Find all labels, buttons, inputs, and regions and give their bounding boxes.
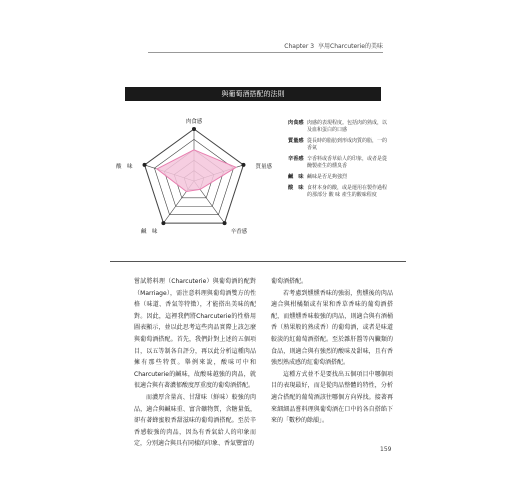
legend-desc: 肉感的表現程度。包括肉的熟成，以及血和蛋白的口感 — [307, 120, 388, 133]
section-title: 與葡萄酒搭配的法則 — [125, 87, 381, 101]
legend-item — [288, 120, 388, 134]
body-column-left — [134, 276, 256, 450]
body-paragraph: 嘗試將料理（Charcuterie）與葡萄酒的配對（Marriage），需注意料理與葡萄酒雙方的性格（味道、香氣等特徵），才能搭出美味的配對。因此，這裡我們將Charcuterie的性格用圖表顯示，並以此思考這些肉品實際上該怎麼與葡萄酒搭配。首先，我們針對上述的五個項目，以五等制各自評分，再以此分析這種肉品擁有那些特質。舉例來說，酸味可中和Charcuterie的鹹味，故酸味越強的肉品，就很適合與有著濃郁酸度厚重度的葡萄酒搭配。 — [134, 278, 256, 390]
legend-desc: 辛香料或香草給人的印象，或者是從醃製產生的燻臭香 — [307, 156, 388, 169]
radar-axis-label: 肉食感 — [185, 119, 203, 125]
legend-term: 肉食感 — [288, 120, 304, 126]
legend-item — [288, 156, 388, 170]
page-number: 159 — [380, 446, 392, 453]
radar-axis-dot — [143, 163, 147, 167]
radar-axis-label: 辛香感 — [230, 229, 248, 236]
legend-item — [288, 138, 388, 152]
legend-term: 質量感 — [288, 138, 304, 144]
legend-desc: 從長時的脂肪到形成肉質的脂，一的香氣 — [307, 138, 388, 151]
legend-term: 鹹 味 — [288, 174, 304, 180]
body-paragraph: 這種方式並不是要找出五個項目中哪個項目的表現最好，而是從肉品整體的特性，分析適合搭配的葡萄酒該往哪個方向界找。接著再來細細品嘗料理與葡萄酒在口中的各自搭餡下來的「數秒的餘韻」。 — [271, 370, 393, 425]
legend-item — [288, 174, 388, 181]
legend-term: 辛香感 — [288, 156, 304, 162]
radar-axis-label: 鹹 味 — [140, 229, 158, 236]
body-column-right — [271, 276, 393, 427]
legend-term: 酸 味 — [288, 185, 304, 191]
radar-axis-label: 酸 味 — [116, 163, 133, 170]
legend-desc: 鹹味是否足夠強烈 — [307, 174, 348, 180]
legend-desc: 食材本身的酸，或是運用在製作過程的那部分 酸 味 產生的酸味程度 — [307, 185, 388, 198]
legend — [288, 120, 388, 203]
section-divider — [110, 261, 406, 262]
radar-axis-dot — [241, 163, 245, 167]
radar-axis-dot — [161, 221, 165, 225]
chapter-label: Chapter 3 — [284, 43, 315, 50]
body-paragraph: 葡萄酒搭配。 — [271, 278, 308, 285]
legend-item — [288, 185, 388, 199]
chapter-title: 享用Charcuterie的美味 — [318, 43, 383, 50]
radar-axis-dot — [192, 127, 196, 131]
radar-axis-label: 質量感 — [255, 163, 272, 170]
body-paragraph: 若考慮到燻燻香味的強弱，焦燻後的肉品適合與柑橘類或有果和香草香味的葡萄酒搭配，而燻燻香味較強的肉品，則適合與有酒桶香（熟果般的熟成香）的葡萄酒，或者是味道較淡的紅葡萄酒搭配。至於雜肝醬等內臟類的食品，則適合與有強烈的酸味及甜味，且有香強烈熟成感的紅葡萄酒搭配。 — [271, 289, 393, 367]
body-paragraph: 而濃厚含量高、甘甜味（鮮味）較強的肉品，適合與鹹味重、富含礦物質，含糖量低，卻有著蜂蜜般香甜滋味的葡萄酒搭配。至於辛香感較強的肉品，因為有香氣給人的印象而定，分別適合與具有同樣的印象、香氣豐富的 — [134, 393, 256, 448]
running-header — [148, 40, 383, 53]
radar-axis-dot — [223, 221, 227, 225]
